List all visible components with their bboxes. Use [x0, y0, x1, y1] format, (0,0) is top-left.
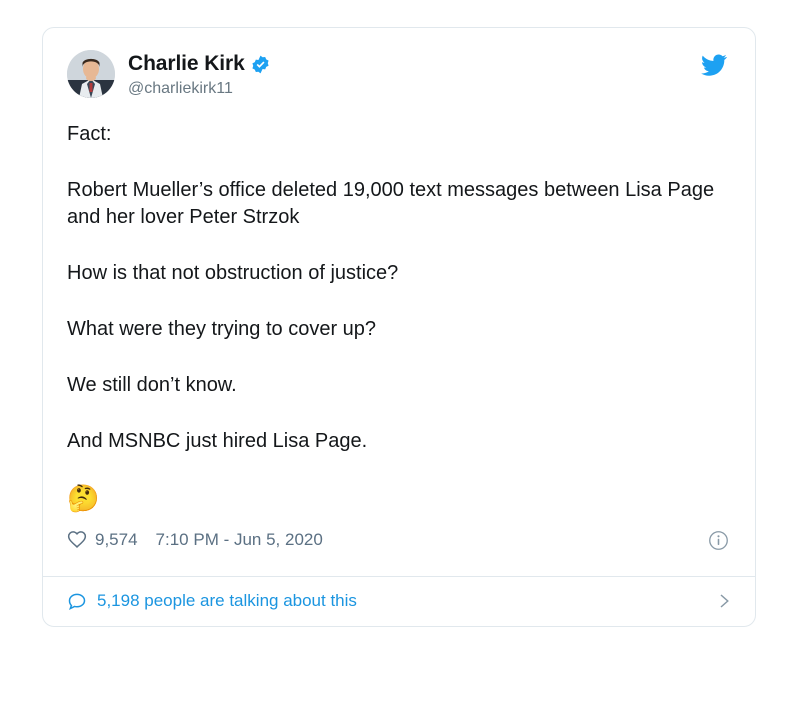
timestamp[interactable]: 7:10 PM - Jun 5, 2020	[155, 529, 323, 549]
tweet-body	[43, 28, 755, 576]
tweet-paragraph-6: And MSNBC just hired Lisa Page.	[67, 429, 368, 452]
reply-icon	[67, 591, 87, 611]
tweet-card[interactable]	[42, 27, 756, 627]
avatar[interactable]	[67, 50, 115, 98]
avatar-image	[67, 50, 115, 98]
talking-about-this-link[interactable]: 5,198 people are talking about this	[97, 590, 357, 610]
verified-badge-icon	[251, 55, 270, 74]
heart-icon[interactable]	[67, 530, 87, 550]
thinking-face-emoji: 🤔	[67, 482, 100, 513]
like-count: 9,574	[95, 529, 138, 549]
chevron-right-icon[interactable]	[715, 592, 733, 610]
tweet-paragraph-2: Robert Mueller’s office deleted 19,000 text messages between Lisa Page and her lover Peter Strzok	[67, 178, 715, 228]
display-name-row	[128, 52, 270, 76]
twitter-bird-icon[interactable]	[699, 52, 729, 78]
author-name-block	[128, 50, 270, 99]
tweet-footer[interactable]	[43, 576, 755, 626]
tweet-paragraph-3: How is that not obstruction of justice?	[67, 261, 399, 284]
tweet-text	[67, 121, 731, 512]
tweet-meta-row	[67, 530, 731, 564]
info-icon[interactable]	[708, 530, 729, 551]
tweet-paragraph-5: We still don’t know.	[67, 373, 237, 396]
handle: @charliekirk11	[128, 80, 233, 98]
display-name: Charlie Kirk	[128, 52, 245, 75]
tweet-paragraph-4: What were they trying to cover up?	[67, 317, 377, 340]
tweet-header	[67, 50, 731, 99]
tweet-paragraph-1: Fact:	[67, 122, 112, 145]
